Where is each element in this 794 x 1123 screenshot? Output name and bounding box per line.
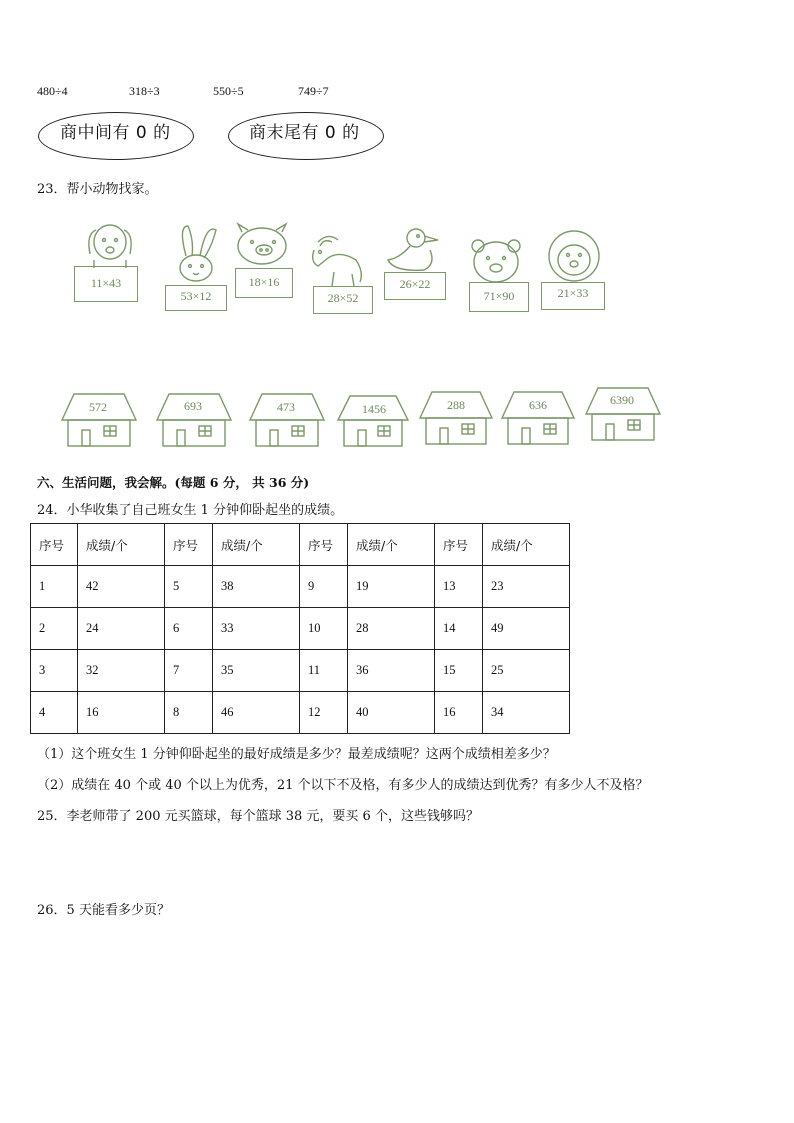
expression-4: 749÷7 (298, 84, 329, 98)
table-cell: 25 (483, 650, 570, 692)
table-header-row (31, 524, 570, 566)
table-row (31, 608, 570, 650)
duck-icon (380, 224, 450, 274)
expression-2: 318÷3 (129, 84, 160, 98)
table-cell: 9 (300, 566, 348, 608)
house-number: 6390 (610, 393, 634, 407)
section-6-heading: 六、生活问题，我会解。(每题 6 分， 共 36 分) (37, 475, 310, 490)
monkey-expression: 21×33 (557, 286, 589, 300)
table-row (31, 650, 570, 692)
pig-expression: 18×16 (248, 275, 280, 289)
table-cell: 38 (213, 566, 300, 608)
header-cell: 序号 (300, 524, 348, 566)
table-cell: 13 (435, 566, 483, 608)
goat-icon (304, 232, 374, 288)
expression-3: 550÷5 (213, 84, 244, 98)
question-24-part-1: （1）这个班女生 1 分钟仰卧起坐的最好成绩是多少？最差成绩呢？这两个成绩相差多少？ (37, 747, 556, 762)
expression-1: 480÷4 (37, 84, 68, 98)
header-cell: 序号 (165, 524, 213, 566)
table-cell: 32 (78, 650, 165, 692)
question-24: 24．小华收集了自己班女生 1 分钟仰卧起坐的成绩。 (37, 503, 344, 518)
house-number: 572 (89, 400, 107, 414)
table-cell: 35 (213, 650, 300, 692)
header-cell: 序号 (435, 524, 483, 566)
house-number: 1456 (362, 402, 386, 416)
table-cell: 49 (483, 608, 570, 650)
table-cell: 19 (348, 566, 435, 608)
table-cell: 8 (165, 692, 213, 734)
pig-animal (232, 222, 292, 270)
header-cell: 成绩/个 (348, 524, 435, 566)
oval-label-middle-zero: 商中间有 0 的 (60, 123, 171, 143)
table-cell: 34 (483, 692, 570, 734)
monkey-animal (538, 228, 610, 284)
question-24-part-2: （2）成绩在 40 个或 40 个以上为优秀，21 个以下不及格，有多少人的成绩达到优秀？有多少人不及格？ (37, 778, 649, 793)
house-number: 636 (529, 398, 547, 412)
header-cell: 序号 (31, 524, 78, 566)
table-cell: 4 (31, 692, 78, 734)
table-cell: 11 (300, 650, 348, 692)
question-26: 26．5 天能看多少页？ (37, 903, 170, 918)
oval-label-end-zero: 商末尾有 0 的 (249, 123, 360, 143)
goat-expression: 28×52 (327, 291, 359, 305)
question-23: 23．帮小动物找家。 (37, 182, 158, 197)
scores-table (30, 523, 570, 734)
table-cell: 3 (31, 650, 78, 692)
table-cell: 36 (348, 650, 435, 692)
table-cell: 16 (435, 692, 483, 734)
table-row (31, 566, 570, 608)
table-cell: 5 (165, 566, 213, 608)
dog-expression: 11×43 (90, 276, 122, 290)
house-number: 288 (447, 398, 465, 412)
header-cell: 成绩/个 (78, 524, 165, 566)
bear-expression: 71×90 (483, 289, 515, 303)
table-cell: 7 (165, 650, 213, 692)
bear-icon (466, 236, 526, 286)
duck-animal (380, 224, 450, 274)
duck-expression: 26×22 (399, 277, 431, 291)
header-cell: 成绩/个 (483, 524, 570, 566)
header-cell: 成绩/个 (213, 524, 300, 566)
table-cell: 16 (78, 692, 165, 734)
rabbit-animal (162, 222, 232, 292)
table-cell: 15 (435, 650, 483, 692)
rabbit-icon (162, 222, 232, 292)
rabbit-expression: 53×12 (180, 289, 212, 303)
table-row (31, 692, 570, 734)
pig-icon (232, 222, 292, 270)
table-cell: 2 (31, 608, 78, 650)
house-number: 693 (184, 399, 202, 413)
table-cell: 42 (78, 566, 165, 608)
question-25: 25．李老师带了 200 元买篮球，每个篮球 38 元，要买 6 个，这些钱够吗？ (37, 809, 479, 824)
table-cell: 10 (300, 608, 348, 650)
table-cell: 14 (435, 608, 483, 650)
table-cell: 28 (348, 608, 435, 650)
table-cell: 24 (78, 608, 165, 650)
table-cell: 46 (213, 692, 300, 734)
table-cell: 23 (483, 566, 570, 608)
goat-animal (304, 232, 374, 288)
bear-animal (466, 236, 526, 286)
table-cell: 33 (213, 608, 300, 650)
monkey-icon (538, 228, 610, 284)
table-cell: 12 (300, 692, 348, 734)
house-number: 473 (277, 400, 295, 414)
table-cell: 1 (31, 566, 78, 608)
table-cell: 6 (165, 608, 213, 650)
table-cell: 40 (348, 692, 435, 734)
